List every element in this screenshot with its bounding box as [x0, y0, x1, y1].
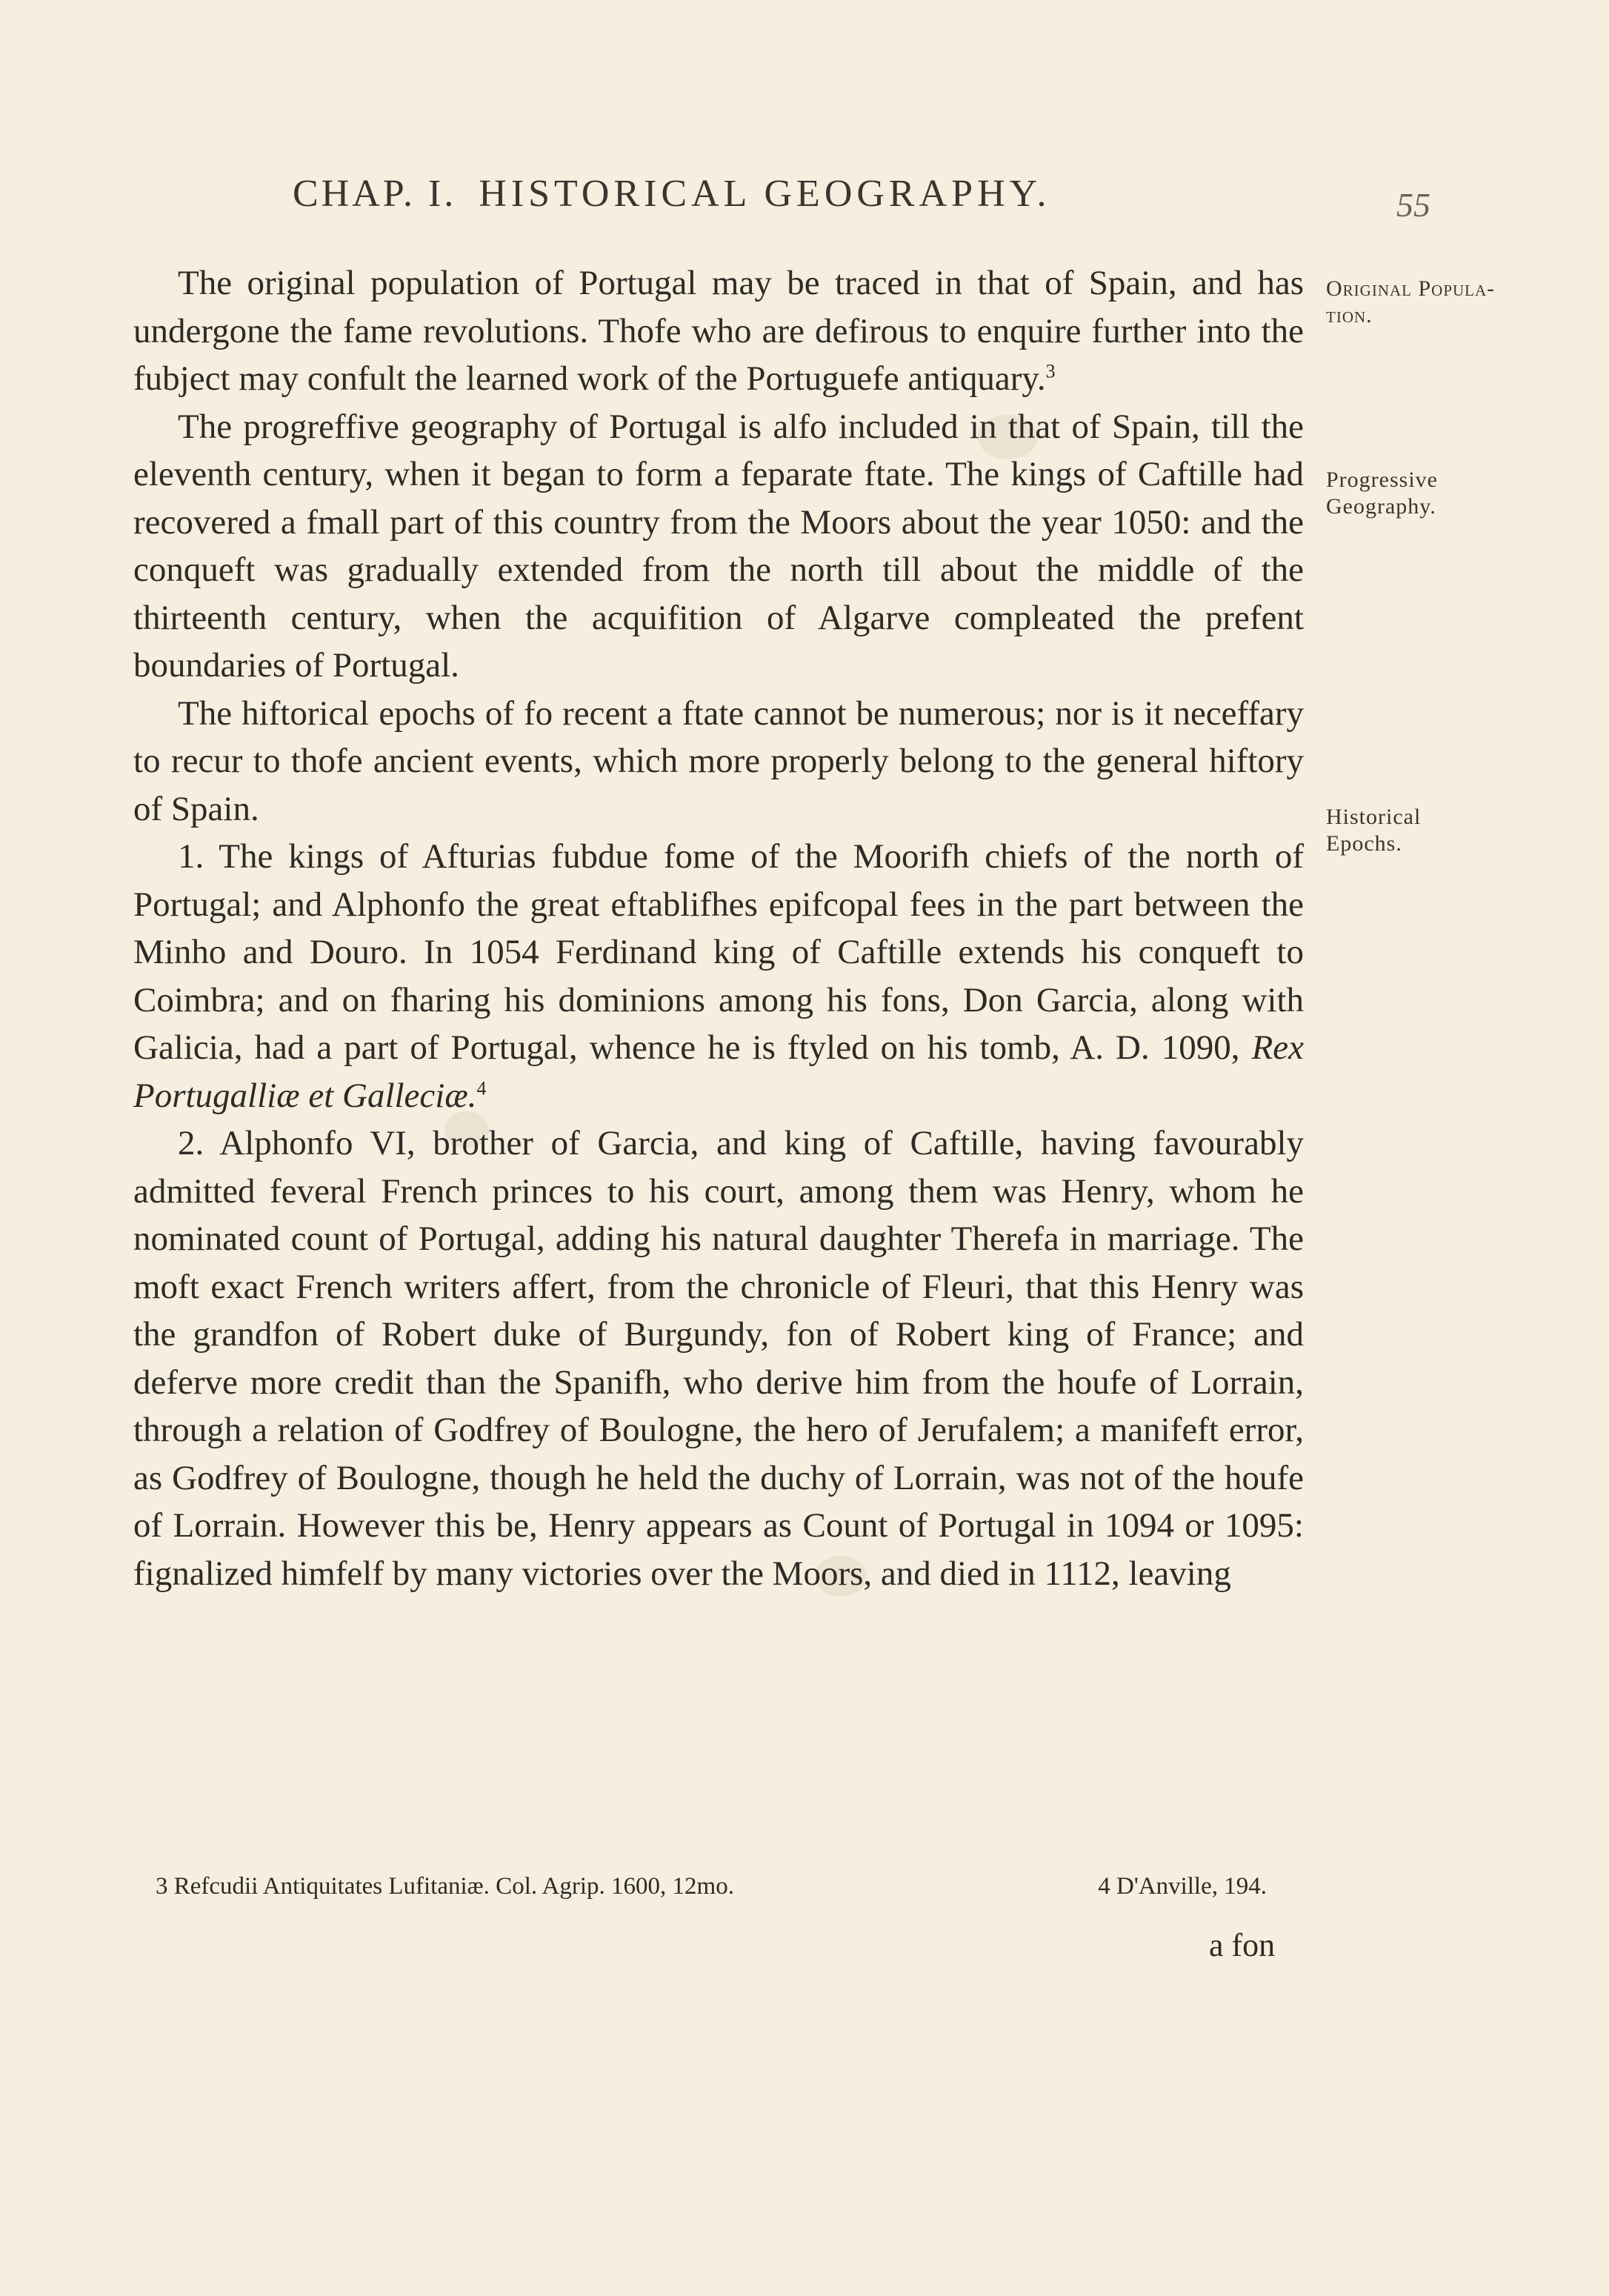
latin-title: Rex Portugalliæ et Galleciæ. [133, 1028, 1305, 1115]
footnotes [156, 1873, 1267, 1900]
chapter-label: CHAP. I. [293, 173, 457, 215]
footnote-ref: 3 [1045, 360, 1056, 382]
footnote-ref: 4 [476, 1077, 487, 1099]
margin-note-progressive-geography: Progressive Geography. [1326, 467, 1438, 519]
margin-note-historical-epochs: Historical Epochs. [1326, 805, 1422, 856]
running-header [293, 172, 1307, 216]
margin-note-original-population: Original Popula-tion. [1326, 276, 1496, 327]
paragraph-epoch-1: 1. The kings of Afturias fubdue fome of the Moorifh chiefs of the north of Portugal; and Alphonfo the great eftablifhes epifcopal fees in the part between the Minho and Douro. In 1054 Ferdinand king of Caftille extends his conqueft to Coimbra; and on fharing his dominions among his fons, Don Garcia, along with Galicia, had a part of Portugal, whence he is ftyled on his tomb, A. D. 1090, Rex Portugalliæ et Galleciæ.$^4$ [133, 837, 1305, 1115]
paragraph-original-population: The original population of Portugal may be traced in that of Spain, and has undergone the fame revolutions. Thofe who are defirous to enquire further into the fubject may confult the learned work of the Portuguefe antiquary.$^3$ [133, 264, 1304, 398]
main-text [133, 259, 1304, 1597]
chapter-title: HISTORICAL GEOGRAPHY. [479, 173, 1051, 215]
paragraph-epoch-2: 2. Alphonfo VI, brother of Garcia, and king of Caftille, having favourably admitted feveral French princes to his court, among them was Henry, whom he nominated count of Portugal, adding his natural daughter Therefa in marriage. The moft exact French writers affert, from the chronicle of Fleuri, that this Henry was the grandfon of Robert duke of Burgundy, fon of Robert king of France; and deferve more credit than the Spanifh, who derive him from the houfe of Lorrain, through a relation of Godfrey of Boulogne, the hero of Jerufalem; a manifeft error, as Godfrey of Boulogne, though he held the duchy of Lorrain, was not of the houfe of Lorrain. However this be, Henry appears as Count of Portugal in 1094 or 1095: fignalized himfelf by many victories over the Moors, and died in 1112, leaving [133, 1124, 1304, 1593]
paragraph-progressive-geography: The progreffive geography of Portugal is alfo included in that of Spain, till the eleventh century, when it began to form a feparate ftate. The kings of Caftille had recovered a fmall part of this country from the Moors about the year 1050: and the conqueft was gradually extended from the north till about the middle of the thirteenth century, when the acquifition of Algarve compleated the prefent boundaries of Portugal. [133, 407, 1304, 685]
page-number: 55 [1396, 186, 1430, 224]
footnote-4: 4 D'Anville, 194. [1098, 1873, 1267, 1900]
footnote-3: 3 Refcudii Antiquitates Lufitaniæ. Col. Agrip. 1600, 12mo. [156, 1873, 734, 1900]
catchword: a fon [1209, 1927, 1276, 1963]
paragraph-historical-epochs: The hiftorical epochs of fo recent a ftate cannot be numerous; nor is it neceffary to recur to thofe ancient events, which more properly belong to the general hiftory of Spain. [133, 693, 1304, 828]
